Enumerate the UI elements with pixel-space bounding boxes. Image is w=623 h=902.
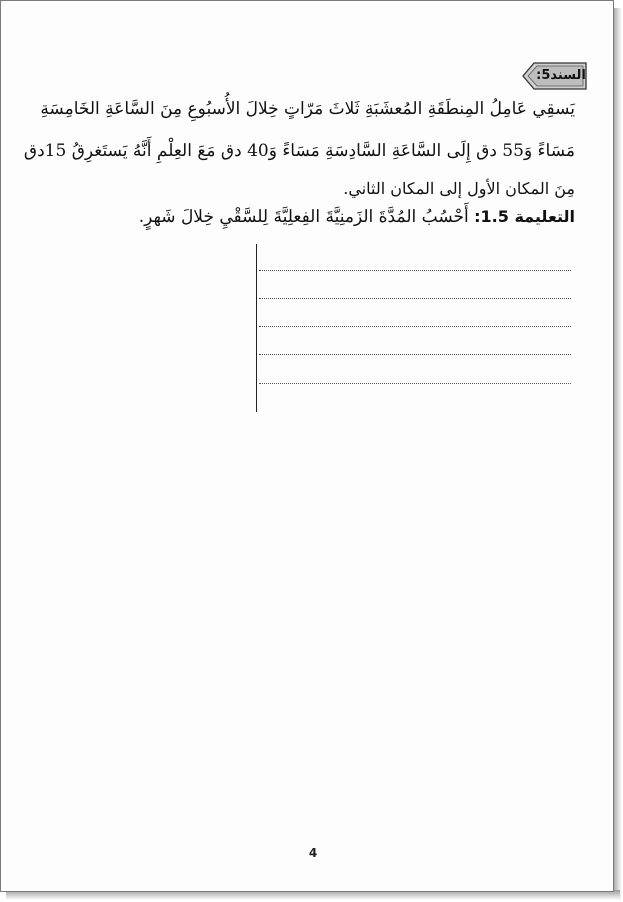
instruction [139, 207, 575, 227]
writing-line[interactable] [259, 354, 571, 355]
page-number: 4 [308, 846, 318, 860]
situation-badge [522, 61, 588, 91]
situation-line-1: يَسقِي عَامِلُ المِنطَقَةِ المُعشَبَةِ ثَلاثَ مَرّاتٍ خِلالَ الأُسبُوعِ مِنَ السَّاعَةِ الخَامِسَةِ [40, 99, 575, 119]
situation-line-3: مِنَ المكان الأول إلى المكان الثاني. [343, 179, 575, 198]
situation-line-2: مَسَاءً وَ55 دق إِلَى السَّاعَةِ السَّادِسَةِ مَسَاءً وَ40 دق مَعَ العِلْمِ أَنَّهُ يَستَغرِقُ 15دق [23, 141, 575, 161]
answer-margin-line [256, 244, 257, 412]
writing-line[interactable] [259, 326, 571, 327]
instruction-text: أَحْسُبُ المُدَّةَ الزَمنِيَّةَ الفِعلِيَّةَ لِلسَّقْيِ خِلالَ شَهرٍ. [138, 207, 469, 227]
answer-area [256, 244, 570, 412]
writing-line[interactable] [259, 383, 571, 384]
writing-line[interactable] [259, 270, 571, 271]
writing-line[interactable] [259, 298, 571, 299]
instruction-label: التعليمة 1.5: [474, 207, 575, 226]
badge-label: السند5: [536, 68, 586, 83]
